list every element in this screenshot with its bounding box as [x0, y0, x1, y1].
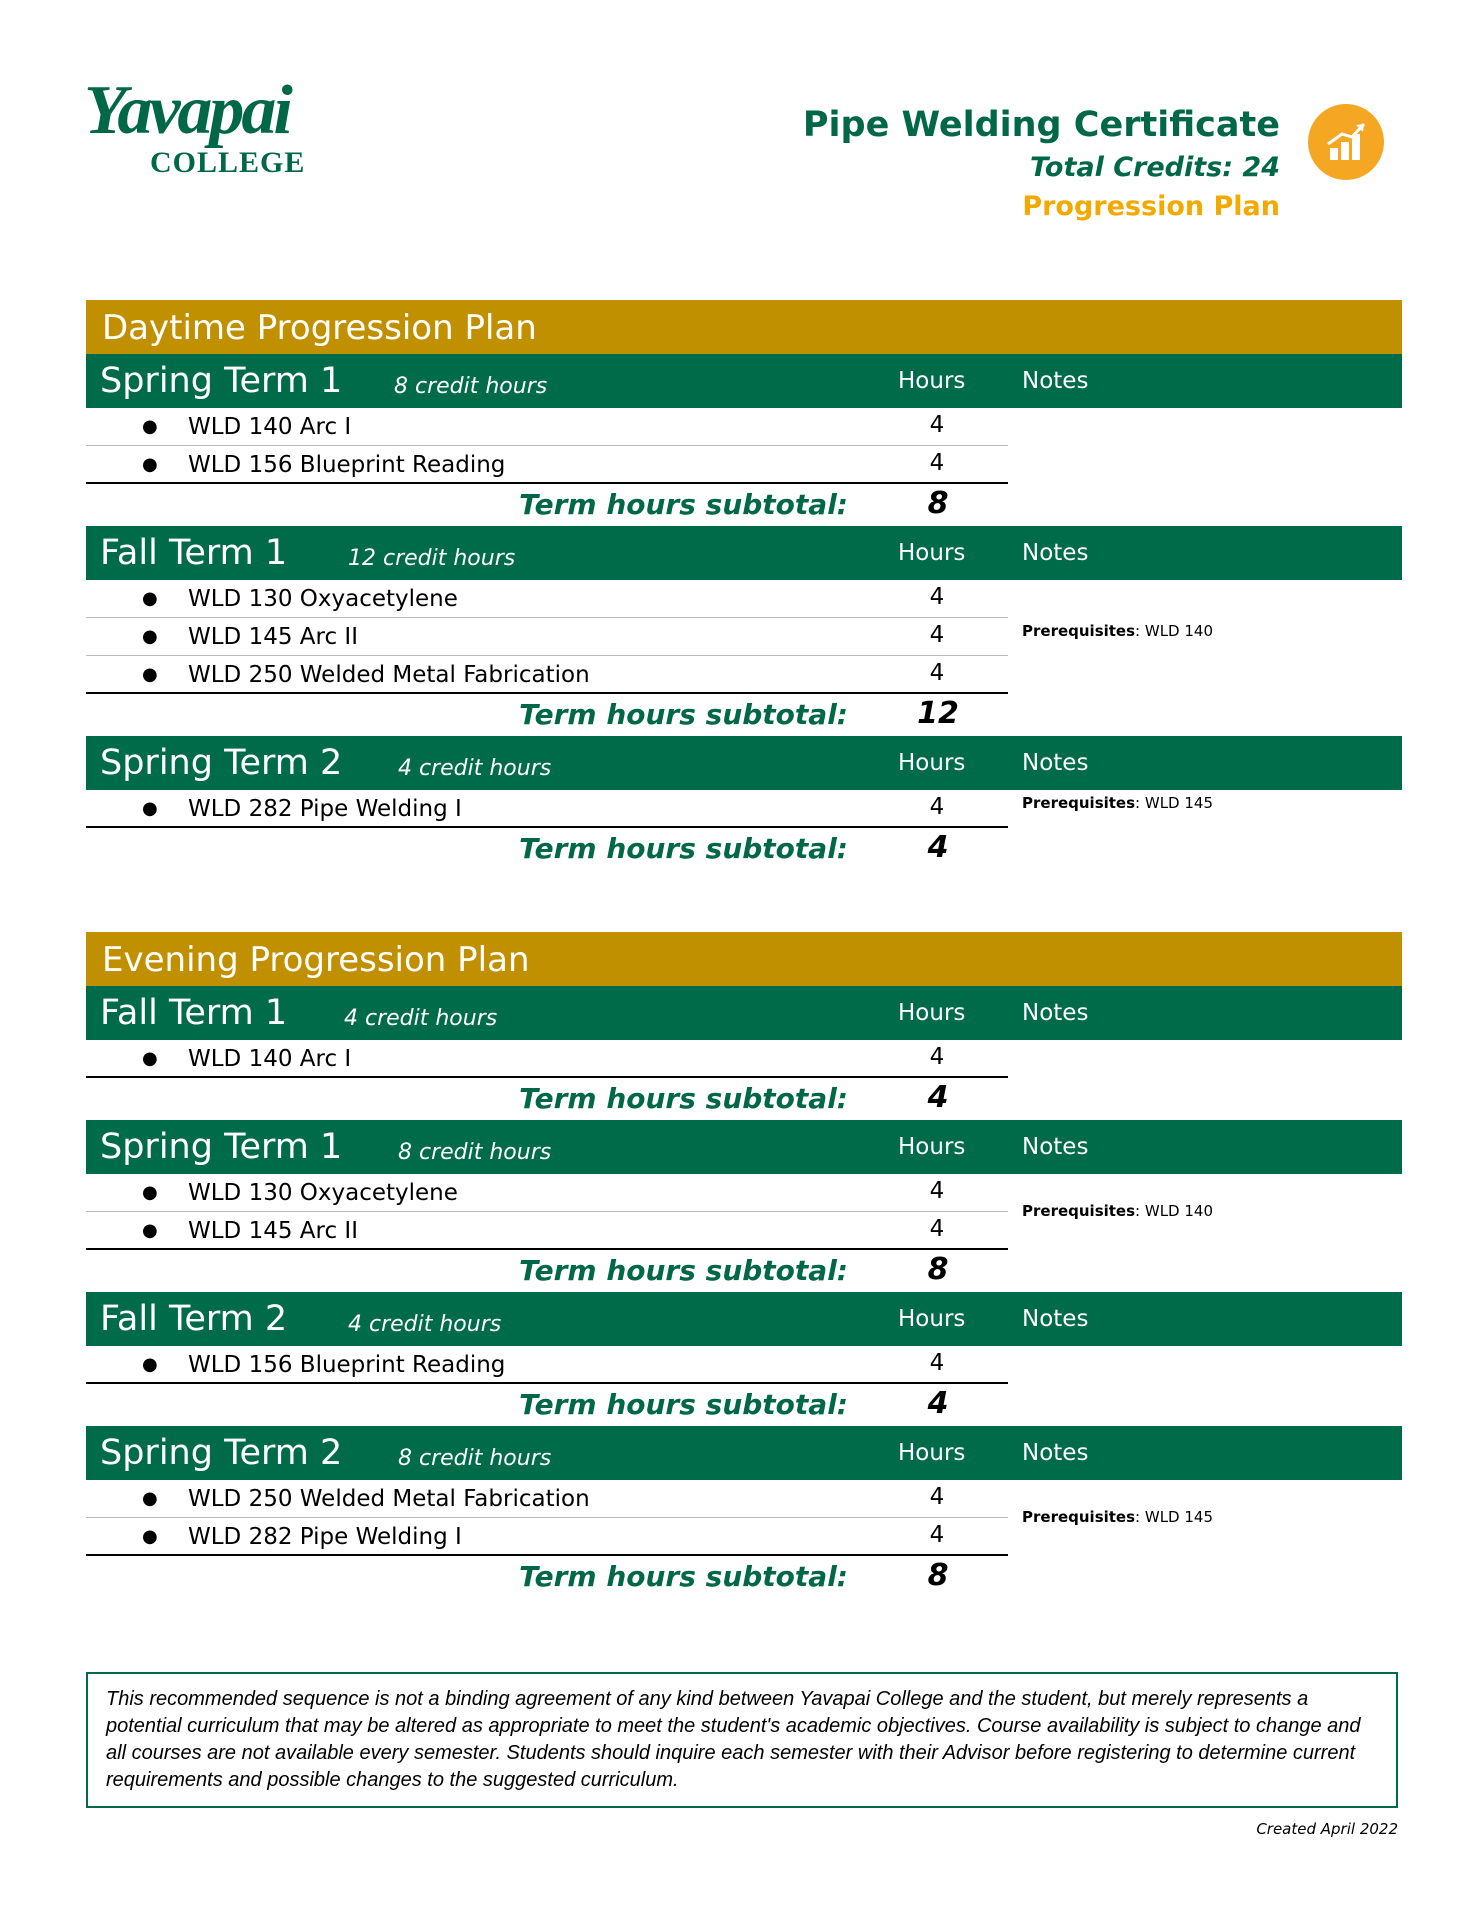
course-hours: 4	[929, 622, 945, 648]
note-value: : WLD 145	[1135, 794, 1214, 812]
course-row	[86, 446, 1008, 484]
term-body	[86, 580, 1402, 736]
college-logo	[84, 72, 344, 182]
term-body	[86, 1480, 1402, 1598]
bullet-icon: ●	[142, 798, 158, 819]
course-name: WLD 156 Blueprint Reading	[188, 452, 506, 478]
course-name: WLD 130 Oxyacetylene	[188, 1180, 458, 1206]
term-name: Spring Term 2	[100, 1433, 343, 1473]
note-value: : WLD 140	[1135, 622, 1214, 640]
course-hours: 4	[929, 1044, 945, 1070]
notes-column-header: Notes	[1022, 750, 1089, 776]
term-body	[86, 408, 1402, 526]
hours-column-header: Hours	[898, 750, 966, 776]
course-hours: 4	[929, 1216, 945, 1242]
hours-column-header: Hours	[898, 1440, 966, 1466]
course-row	[86, 1174, 1008, 1212]
term-header	[86, 986, 1402, 1040]
course-name: WLD 282 Pipe Welding I	[188, 1524, 462, 1550]
subtotal-label: Term hours subtotal:	[519, 698, 848, 731]
course-row	[86, 580, 1008, 618]
subtotal-value: 4	[927, 830, 949, 865]
prerequisites-note	[1022, 1202, 1213, 1220]
subtotal-row	[86, 1250, 1008, 1292]
plan-heading: Evening Progression Plan	[86, 932, 1402, 986]
hours-column-header: Hours	[898, 540, 966, 566]
subtotal-value: 8	[927, 1252, 949, 1287]
course-name: WLD 145 Arc II	[188, 1218, 358, 1244]
subtotal-label: Term hours subtotal:	[519, 832, 848, 865]
prerequisites-note	[1022, 1508, 1213, 1526]
bullet-icon: ●	[142, 1182, 158, 1203]
header-titles	[803, 104, 1280, 224]
logo-wordmark: Yavapai	[84, 72, 290, 149]
plan-heading: Daytime Progression Plan	[86, 300, 1402, 354]
evening-plan	[86, 932, 1402, 1598]
course-row	[86, 790, 1008, 828]
term-body	[86, 790, 1402, 870]
term-header	[86, 1426, 1402, 1480]
term-credits: 12 credit hours	[348, 546, 516, 571]
term-header	[86, 1120, 1402, 1174]
bullet-icon: ●	[142, 588, 158, 609]
course-hours: 4	[929, 660, 945, 686]
course-hours: 4	[929, 1178, 945, 1204]
course-name: WLD 250 Welded Metal Fabrication	[188, 662, 590, 688]
hours-column-header: Hours	[898, 1000, 966, 1026]
subtotal-label: Term hours subtotal:	[519, 1388, 848, 1421]
notes-column-header: Notes	[1022, 1000, 1089, 1026]
course-row	[86, 1346, 1008, 1384]
hours-column-header: Hours	[898, 1306, 966, 1332]
course-hours: 4	[929, 794, 945, 820]
term-name: Spring Term 1	[100, 361, 343, 401]
bullet-icon: ●	[142, 1048, 158, 1069]
course-name: WLD 140 Arc I	[188, 414, 352, 440]
term-credits: 8 credit hours	[398, 1140, 552, 1165]
notes-column-header: Notes	[1022, 540, 1089, 566]
bullet-icon: ●	[142, 416, 158, 437]
term-body	[86, 1346, 1402, 1426]
course-hours: 4	[929, 1522, 945, 1548]
course-hours: 4	[929, 450, 945, 476]
course-name: WLD 145 Arc II	[188, 624, 358, 650]
course-hours: 4	[929, 584, 945, 610]
note-label: Prerequisites	[1022, 622, 1136, 640]
bullet-icon: ●	[142, 1354, 158, 1375]
course-row	[86, 618, 1008, 656]
subtotal-value: 12	[917, 696, 959, 731]
created-date: Created April 2022	[1256, 1820, 1398, 1838]
note-label: Prerequisites	[1022, 794, 1136, 812]
bullet-icon: ●	[142, 1220, 158, 1241]
subtotal-label: Term hours subtotal:	[519, 1254, 848, 1287]
disclaimer-box: This recommended sequence is not a binding agreement of any kind between Yavapai College and the student, but merely represents a potential curriculum that may be altered as appropriate to meet the student's academic objectives. Course availability is subject to change and all courses are not available every semester. Students should inquire each semester with their Advisor before registering to determine current requirements and possible changes to the suggested curriculum.	[86, 1672, 1398, 1808]
hours-column-header: Hours	[898, 368, 966, 394]
subtotal-label: Term hours subtotal:	[519, 1560, 848, 1593]
bullet-icon: ●	[142, 1488, 158, 1509]
term-name: Fall Term 2	[100, 1299, 288, 1339]
prerequisites-note	[1022, 794, 1213, 812]
subtotal-value: 4	[927, 1386, 949, 1421]
subtotal-value: 4	[927, 1080, 949, 1115]
page-subtitle: Progression Plan	[1022, 191, 1280, 223]
course-row	[86, 1040, 1008, 1078]
course-row	[86, 408, 1008, 446]
note-label: Prerequisites	[1022, 1508, 1136, 1526]
subtotal-label: Term hours subtotal:	[519, 488, 848, 521]
subtotal-row	[86, 828, 1008, 870]
course-hours: 4	[929, 1350, 945, 1376]
hours-column-header: Hours	[898, 1134, 966, 1160]
term-header	[86, 354, 1402, 408]
bullet-icon: ●	[142, 664, 158, 685]
course-name: WLD 140 Arc I	[188, 1046, 352, 1072]
term-body	[86, 1174, 1402, 1292]
term-credits: 4 credit hours	[348, 1312, 502, 1337]
subtotal-row	[86, 1556, 1008, 1598]
course-name: WLD 130 Oxyacetylene	[188, 586, 458, 612]
term-name: Fall Term 1	[100, 533, 288, 573]
note-value: : WLD 145	[1135, 1508, 1214, 1526]
term-credits: 8 credit hours	[394, 374, 548, 399]
term-credits: 4 credit hours	[398, 756, 552, 781]
page-title: Pipe Welding Certificate	[802, 105, 1280, 145]
term-name: Spring Term 1	[100, 1127, 343, 1167]
note-label: Prerequisites	[1022, 1202, 1136, 1220]
subtotal-value: 8	[927, 486, 949, 521]
daytime-plan	[86, 300, 1402, 870]
bullet-icon: ●	[142, 1526, 158, 1547]
bullet-icon: ●	[142, 454, 158, 475]
term-header	[86, 1292, 1402, 1346]
subtotal-label: Term hours subtotal:	[519, 1082, 848, 1115]
subtotal-row	[86, 1078, 1008, 1120]
course-row	[86, 656, 1008, 694]
course-hours: 4	[929, 1484, 945, 1510]
term-header	[86, 526, 1402, 580]
notes-column-header: Notes	[1022, 1306, 1089, 1332]
subtotal-row	[86, 484, 1008, 526]
progress-chart-icon	[1308, 104, 1384, 180]
course-name: WLD 250 Welded Metal Fabrication	[188, 1486, 590, 1512]
prerequisites-note	[1022, 622, 1213, 640]
bullet-icon: ●	[142, 626, 158, 647]
course-row	[86, 1480, 1008, 1518]
total-credits: Total Credits: 24	[1029, 152, 1280, 183]
subtotal-row	[86, 694, 1008, 736]
notes-column-header: Notes	[1022, 368, 1089, 394]
term-body	[86, 1040, 1402, 1120]
notes-column-header: Notes	[1022, 1134, 1089, 1160]
term-credits: 4 credit hours	[344, 1006, 498, 1031]
logo-college-text: COLLEGE	[150, 146, 306, 179]
term-credits: 8 credit hours	[398, 1446, 552, 1471]
note-value: : WLD 140	[1135, 1202, 1214, 1220]
notes-column-header: Notes	[1022, 1440, 1089, 1466]
subtotal-row	[86, 1384, 1008, 1426]
subtotal-value: 8	[927, 1558, 949, 1593]
term-name: Fall Term 1	[100, 993, 288, 1033]
course-name: WLD 156 Blueprint Reading	[188, 1352, 506, 1378]
term-name: Spring Term 2	[100, 743, 343, 783]
term-header	[86, 736, 1402, 790]
course-row	[86, 1518, 1008, 1556]
course-name: WLD 282 Pipe Welding I	[188, 796, 462, 822]
course-hours: 4	[929, 412, 945, 438]
course-row	[86, 1212, 1008, 1250]
